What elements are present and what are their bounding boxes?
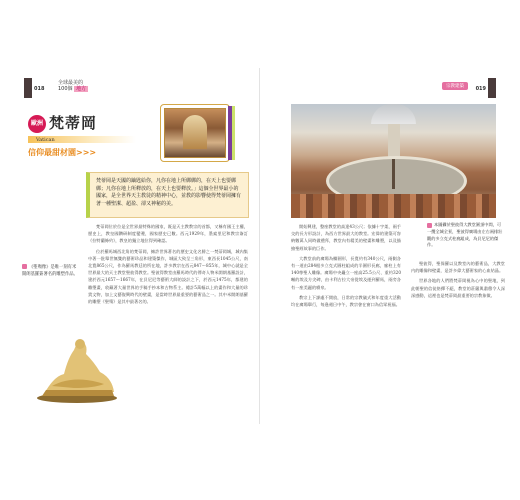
accent-bar-lime <box>232 106 235 160</box>
right-page-number: 019 <box>475 86 486 92</box>
series-line1: 全球最美的 <box>58 80 84 86</box>
vatican-aerial-photo <box>291 104 496 218</box>
right-paragraph: 聖彼得，聖保羅以及教堂內的藝術品，大教堂内的雕像和壁畫，是許多偉大藝術家的心血結晶。 <box>411 261 505 274</box>
right-body-column-2 <box>411 260 505 302</box>
english-name: Vatican <box>36 137 55 143</box>
left-body-text <box>88 223 248 308</box>
quote-box <box>86 172 249 218</box>
interior-photo <box>164 108 226 158</box>
pieta-statue-image <box>34 328 120 404</box>
section-heading: 信仰最甜材園>>> <box>28 148 97 157</box>
right-page <box>261 68 506 424</box>
left-page <box>14 68 259 424</box>
quote-text: 梵蒂岡是天國的鑰匙給你，凡你在地上所綁綁的，在天上也要綁綁；凡你在地上所釋放的，在天上也要釋放。」這個全世界最小的國家，是全世界天主教徒的精神中心，並教的影響使得梵蒂岡擁有著一種聖潔、超盈、卻又神秘的美。 <box>96 178 242 207</box>
series-line2: 100個 地方 <box>58 86 87 92</box>
category-tag: 宗教建築 <box>442 82 468 90</box>
right-paragraph: 教宗上下課處不開放，日常的宗教儀式和年度重大活動均在廣場舉行，每逢週日中午，教宗會在窗口為信眾祝福。 <box>291 294 401 308</box>
right-body-column-1 <box>291 223 401 311</box>
right-caption: 本圖攝於聖彼得大教堂圓頂中間，可一攬全城全景，聖彼得廣場由左右兩排壯觀的多立克式柱廊組成，為貝尼尼的傑作。 <box>427 222 503 248</box>
left-paragraph: 位於羅馬城西北角的梵蒂岡，擁許世界著名的歷史文化名勝之一梵蒂岡城，城內集中著一批舉世無雙的藝術珍品和建築傑作，城區大致呈三角形，東西長1045公尺，南北寬865公尺，作為羅馬教廷的所在地，許多教宗在西元847～855年，城中心就是全世界最大的天主教堂聖彼得教堂。聖彼得教堂由羅馬時代的傳奇人物米開朗基羅設計，建於西元1657～1667年，在貝尼尼等藝術大師的設計之下，於西元1475年，都建的雕塑畫，收藏著大量世界的手稿手抄本和古物系主。總計5萬幅以上的畫作和大量的珍貴文物，加上文藝復興時代的壁畫，是當時世界最重要的藝術品之一。其中米開朗基羅的雕塑《聖殤》是其中最著名的。 <box>88 248 248 305</box>
series-tag: 地方 <box>76 86 87 92</box>
left-page-tab <box>24 78 32 98</box>
right-paragraph: 大教堂前的廣場為橢圓形，長寬約有340公尺，兩側各有一道由284根多立克式圓柱組成的半圓形長廊，廊柱上有140尊聖人雕像。廣場中央矗立一座高25.5公尺、重約320噸的埃及方尖碑，由卡利古拉大帝從埃及運到羅馬，兩旁各有一座美麗的噴泉。 <box>291 255 401 290</box>
left-caption: 《聖殤像》是唯一刻有米開朗基羅簽署名的雕塑作品。 <box>22 265 78 277</box>
right-paragraph: 世界各地的人們將梵蒂岡視為心中的聖地，到此朝聖的信徒絡繹不絕，教堂的莊嚴與肅穆令人深深感動，這裡也是梵蒂岡最重要的宗教象徵。 <box>411 278 505 298</box>
left-paragraph: 梵蒂岡位於位是全世界最特殊的國家，既是天主教教宗的首都，又稱有國王主權，歷史上，教皇國鑽研制度變遷，國家歷史已數。西元1929年，墨索里尼和教宗簽訂《拉特蘭條約》，教皇的獨立地位得到確認。 <box>88 224 248 244</box>
left-page-number: 018 <box>34 86 45 92</box>
spine-divider <box>259 68 260 424</box>
right-page-tab <box>488 78 496 98</box>
caption-icon <box>427 223 432 228</box>
caption-icon <box>22 264 27 269</box>
series-title <box>58 80 88 92</box>
continent-badge: 歐洲 <box>28 115 46 133</box>
page-title: 梵蒂岡 <box>49 114 98 132</box>
right-paragraph: 開始興建，整座教堂的高達43公尺；依據十字架、兩手交的長方形設計，為西方世界最大的教堂。宏偉的建築可容納數萬人同時做禮拜，教堂內有精美的壁畫和雕塑，以及描繪聖經故事的巨作。 <box>291 224 401 251</box>
